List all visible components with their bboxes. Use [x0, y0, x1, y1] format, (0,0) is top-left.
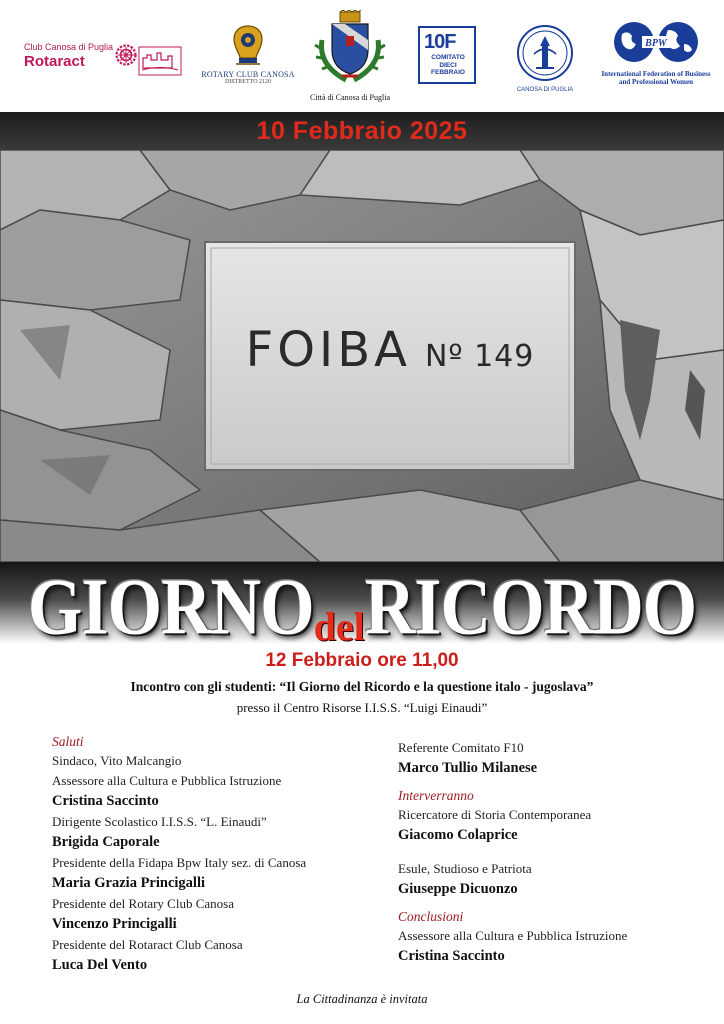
title-part-ricordo: RICORDO	[364, 563, 697, 652]
date-banner	[0, 112, 724, 150]
speaker-name: Giuseppe Dicuonzo	[398, 881, 518, 897]
comitato-dieci-febbraio-logo	[418, 26, 476, 84]
speaker-name: Maria Grazia Princigalli	[52, 875, 206, 891]
logo-strip	[0, 0, 724, 112]
event-subtitle: Incontro con gli studenti: “Il Giorno del Ricordo e la questione italo - jugoslava”	[130, 679, 594, 694]
speaker-role: Esule, Studioso e Patriota	[398, 861, 532, 876]
canosa-di-puglia-logo	[510, 24, 580, 94]
city-coat-of-arms-icon	[312, 10, 388, 86]
speaker-name: Giacomo Colaprice	[398, 827, 518, 843]
header-date: 10 Febbraio 2025	[256, 117, 468, 145]
speaker-name: Cristina Saccinto	[398, 948, 505, 964]
speaker-role: Ricercatore di Storia Contemporanea	[398, 807, 592, 822]
rotaract-name: Rotaract	[24, 53, 85, 70]
speaker-role: Assessore alla Cultura e Pubblica Istruzione	[398, 928, 628, 943]
rotary-club-logo	[198, 24, 298, 96]
rotary-club-name: ROTARY CLUB CANOSA	[201, 70, 295, 79]
rotary-crest-icon	[230, 24, 266, 68]
comitato-text: COMITATO DIECI FEBBRAIO	[431, 54, 465, 76]
title-part-giorno: GIORNO	[27, 563, 314, 652]
invitation-note: La Cittadinanza è invitata	[296, 992, 428, 1006]
spacer	[398, 779, 708, 787]
foiba-plaque	[205, 242, 575, 470]
event-title	[0, 563, 724, 652]
spacer	[398, 846, 708, 859]
speaker-role: Presidente della Fidapa Bpw Italy sez. di Canosa	[52, 855, 307, 870]
speaker-role: Referente Comitato F10	[398, 740, 524, 755]
canosa-seal-icon	[516, 24, 574, 82]
foiba-photo	[0, 150, 724, 562]
speaker-name: Luca Del Vento	[52, 957, 148, 973]
bpw-globes-icon	[608, 20, 704, 64]
section-interverranno: Interverranno	[398, 788, 474, 803]
speaker-role: Dirigente Scolastico I.I.S.S. “L. Einaudi”	[52, 814, 267, 829]
speaker-name: Marco Tullio Milanese	[398, 760, 538, 776]
rotary-wheel-icon	[115, 44, 137, 66]
spacer	[398, 900, 708, 908]
speaker-role: Presidente del Rotary Club Canosa	[52, 896, 234, 911]
castle-sketch-icon	[138, 46, 182, 76]
comitato-mark	[424, 31, 455, 54]
plaque-number: Nº 149	[424, 339, 535, 374]
speaker-role: Presidente del Rotaract Club Canosa	[52, 937, 243, 952]
speaker-role: Assessore alla Cultura e Pubblica Istruzione	[52, 773, 282, 788]
section-conclusioni: Conclusioni	[398, 909, 464, 924]
speaker-name: Vincenzo Princigalli	[52, 916, 177, 932]
programme-left-column	[52, 733, 382, 976]
rotaract-logo	[20, 40, 185, 82]
title-band	[0, 562, 724, 652]
plaque-word: FOIBA	[245, 322, 411, 378]
title-part-del: del	[313, 604, 365, 649]
bpw-caption: International Federation of Business and Professional Women	[601, 70, 711, 86]
speaker-name: Sindaco, Vito Malcangio	[52, 753, 182, 768]
section-saluti: Saluti	[52, 734, 84, 749]
event-location: presso il Centro Risorse I.I.S.S. “Luigi Einaudi”	[236, 700, 488, 715]
event-datetime: 12 Febbraio ore 11,00	[265, 650, 459, 671]
bpw-badge-text: BPW	[645, 38, 667, 49]
citta-caption: Città di Canosa di Puglia	[310, 93, 390, 102]
programme-right-column	[398, 738, 708, 967]
citta-canosa-logo	[300, 10, 400, 102]
rotaract-club-line: Club Canosa di Puglia	[24, 42, 114, 52]
bpw-logo	[596, 20, 716, 100]
plaque-inscription	[205, 322, 575, 378]
speaker-name: Brigida Caporale	[52, 834, 160, 850]
comitato-mark-text: 10F	[424, 31, 456, 53]
speaker-name: Cristina Saccinto	[52, 793, 159, 809]
canosa-caption: CANOSA DI PUGLIA	[516, 87, 574, 93]
rotary-district: DISTRETTO 2120	[224, 79, 272, 85]
